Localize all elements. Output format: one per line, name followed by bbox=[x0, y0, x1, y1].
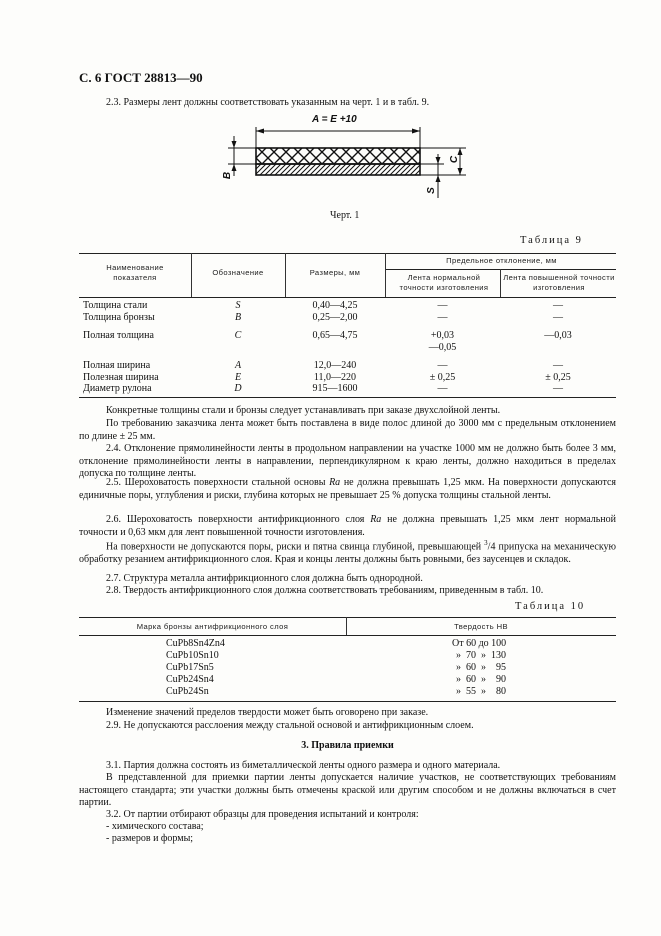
paragraph-2-5: 2.5. Шероховатость поверхности стальной основы Ra не должна превышать 1,25 мкм. На поверхности допускаются единичные поры, углубления и риски, глубина которых не превышает 25 % допуска толщины стальной ленты. bbox=[79, 477, 616, 501]
table-row-name: Толщина бронзы bbox=[83, 312, 155, 323]
paragraph-2-4: 2.4. Отклонение прямолинейности ленты в продольном направлении на участке 1000 мм не должно быть более 3 мм, отклонение прямолинейности ленты в направлении, перпендикулярном к краю ленты, должно находиться в пределах допуска по толщине ленты. bbox=[79, 443, 616, 480]
table-row-grade: CuPb8Sn4Zn4 bbox=[166, 638, 225, 649]
table-9-header-high: Лента повышенной точности изготовления bbox=[503, 273, 615, 292]
table-9-header-size: Размеры, мм bbox=[309, 268, 361, 277]
paragraph-2-7: 2.7. Структура металла антифрикционного слоя должна быть однородной. bbox=[106, 573, 423, 584]
table-row-high: — bbox=[553, 383, 563, 394]
table-row-name: Диаметр рулона bbox=[83, 383, 152, 394]
table-row-size: 0,25—2,00 bbox=[312, 312, 358, 323]
table-row-size: 0,65—4,75 bbox=[312, 330, 358, 341]
table-row-symbol: C bbox=[234, 330, 242, 341]
table-9-header-normal: Лента нормальной точности изготовления bbox=[399, 273, 489, 292]
table-row-size: 0,40—4,25 bbox=[312, 300, 358, 311]
table-9-header-symbol: Обозначение bbox=[212, 268, 264, 277]
paragraph-3-1: 3.1. Партия должна состоять из биметаллической ленты одного размера и одного материала. bbox=[106, 760, 501, 771]
dimension-label-b: B bbox=[222, 171, 234, 180]
table-row-normal-lower: —0,05 bbox=[428, 342, 457, 353]
table-row-hardness: » 60 » 95 bbox=[456, 662, 506, 673]
table-row-symbol: E bbox=[234, 372, 242, 383]
list-item: - размеров и формы; bbox=[106, 833, 194, 844]
paragraph-batch: В представленной для приемки партии ленты допускается наличие участков, не соответствующих требованиям настоящего стандарта; эти участки должны быть отмечены краской или другим способом и не должны включаться в счет партии. bbox=[79, 772, 616, 809]
section-3-title: 3. Правила приемки bbox=[301, 740, 394, 751]
paragraph-hardness-change: Изменение значений пределов твердости может быть оговорено при заказе. bbox=[106, 707, 429, 718]
table-row-high: — bbox=[553, 360, 563, 371]
table-row-hardness: » 60 » 90 bbox=[456, 674, 506, 685]
table-row-hardness: От 60 до 100 bbox=[452, 638, 507, 649]
table-row-normal: — bbox=[437, 312, 448, 323]
table-9-caption: Таблица 9 bbox=[520, 235, 583, 246]
table-row-high: —0,03 bbox=[544, 330, 572, 341]
table-row-normal: ± 0,25 bbox=[429, 372, 456, 383]
table-row-name: Полная ширина bbox=[83, 360, 151, 371]
paragraph-2-6: 2.6. Шероховатость поверхности антифрикционного слоя Ra не должна превышать 1,25 мкм лент нормальной точности и 0,63 мкм для лент повышенной точности изготовления. bbox=[79, 514, 616, 538]
dimension-label-s: S bbox=[425, 187, 437, 194]
table-row-name: Полезная ширина bbox=[83, 372, 159, 383]
table-row-grade: CuPb24Sn4 bbox=[166, 674, 214, 685]
drawing-caption: Черт. 1 bbox=[330, 210, 360, 221]
paragraph-strip-length: По требованию заказчика лента может быть поставлена в виде полос длиной до 3000 мм с предельным отклонением по длине ± 25 мм. bbox=[79, 418, 616, 442]
dimension-label-c: C bbox=[449, 155, 461, 164]
table-row-name: Полная толщина bbox=[83, 330, 154, 341]
table-row-symbol: S bbox=[235, 300, 241, 311]
list-item: - химического состава; bbox=[106, 821, 204, 832]
table-row-normal: +0,03 bbox=[430, 330, 455, 341]
table-row-name: Толщина стали bbox=[83, 300, 148, 311]
table-10-caption: Таблица 10 bbox=[515, 601, 586, 612]
dimension-label-a: A = E +10 bbox=[312, 114, 357, 125]
table-row-high: — bbox=[553, 312, 563, 323]
table-row-size: 12,0—240 bbox=[313, 360, 357, 371]
page-header: С. 6 ГОСТ 28813—90 bbox=[79, 70, 203, 85]
table-row-hardness: » 55 » 80 bbox=[456, 686, 506, 697]
table-row-symbol: B bbox=[234, 312, 242, 323]
table-row-grade: CuPb17Sn5 bbox=[166, 662, 214, 673]
table-row-high: — bbox=[553, 300, 563, 311]
paragraph-2-9: 2.9. Не допускаются расслоения между стальной основой и антифрикционным слоем. bbox=[106, 720, 474, 731]
table-row-normal: — bbox=[437, 300, 448, 311]
table-9-header-name: Наименование показателя bbox=[106, 263, 164, 282]
table-9-header-deviation: Предельное отклонение, мм bbox=[446, 256, 557, 265]
table-row-normal: — bbox=[437, 383, 448, 394]
table-row-grade: CuPb24Sn bbox=[166, 686, 209, 697]
table-row-symbol: D bbox=[234, 383, 242, 394]
paragraph-2-8: 2.8. Твердость антифрикционного слоя должна соответствовать требованиям, приведенным в табл. 10. bbox=[106, 585, 544, 596]
paragraph-surface-defects: На поверхности не допускаются поры, риски и пятна свинца глубиной, превышающей $^3$/4 припуска на механическую обработку резанием антифрикционного слоя. Края и концы ленты должны быть ровными, без заусенцев и складок. bbox=[79, 539, 617, 565]
paragraph-3-2: 3.2. От партии отбирают образцы для проведения испытаний и контроля: bbox=[106, 809, 419, 820]
table-row-hardness: » 70 » 130 bbox=[456, 650, 506, 661]
paragraph-steel-bronze: Конкретные толщины стали и бронзы следует устанавливать при заказе двухслойной ленты. bbox=[106, 405, 501, 416]
table-row-size: 11,0—220 bbox=[313, 372, 357, 383]
table-row-high: ± 0,25 bbox=[545, 372, 571, 383]
table-row-symbol: A bbox=[234, 360, 242, 371]
table-10-header-grade: Марка бронзы антифрикционного слоя bbox=[136, 622, 289, 631]
table-row-grade: CuPb10Sn10 bbox=[166, 650, 219, 661]
paragraph-2-3: 2.3. Размеры лент должны соответствовать указанным на черт. 1 и в табл. 9. bbox=[106, 97, 430, 108]
table-row-size: 915—1600 bbox=[312, 383, 358, 394]
table-row-normal: — bbox=[437, 360, 448, 371]
table-10-header-hardness: Твердость НВ bbox=[454, 622, 508, 631]
